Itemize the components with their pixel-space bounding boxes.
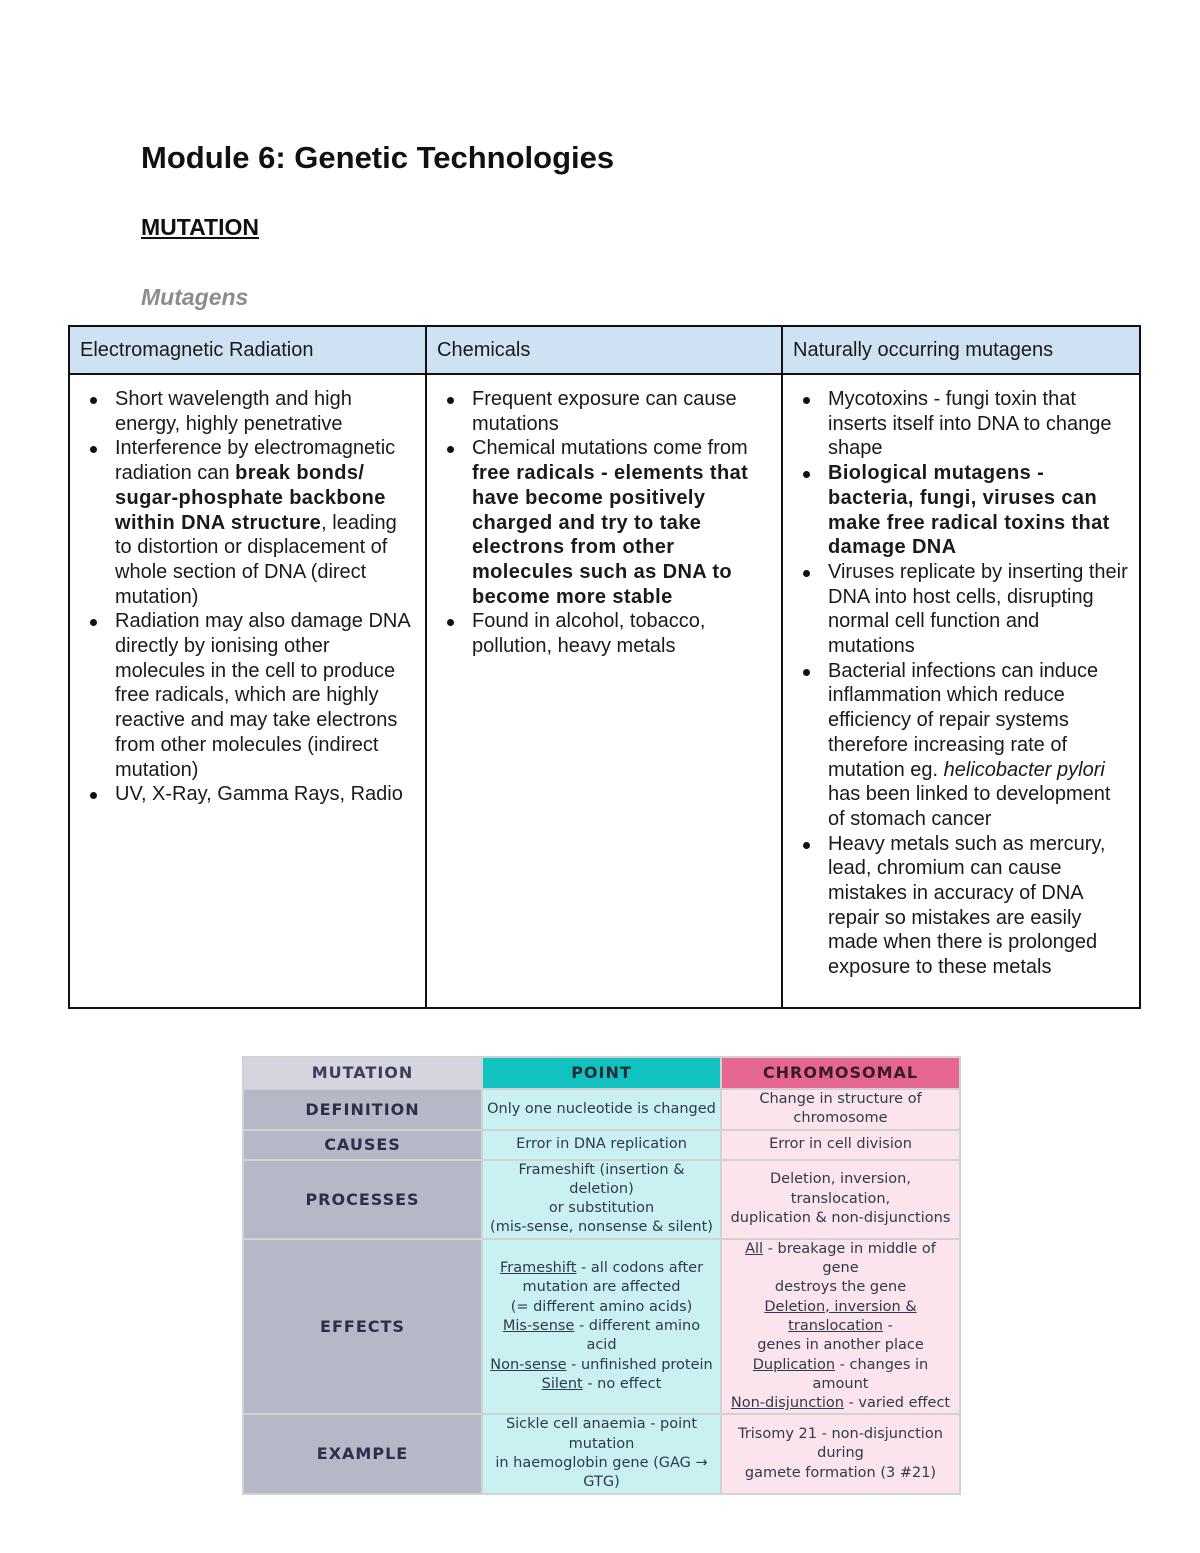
bullet-text: Mycotoxins - fungi toxin that inserts itself into DNA to change shape: [828, 388, 1112, 460]
point-example: [483, 1415, 720, 1492]
effects-line: [726, 1394, 955, 1413]
effects-line: [487, 1317, 716, 1356]
list-item: [795, 560, 1131, 659]
list-item: [439, 436, 773, 609]
effects-term: Mis-sense: [502, 1317, 575, 1334]
point-processes-line: or substitution: [548, 1200, 655, 1217]
effects-term: Duplication: [752, 1356, 836, 1373]
effects-term: Non-disjunction: [730, 1395, 844, 1412]
bullet-text: Interference by electromagnetic radiation can: [115, 437, 396, 485]
example-line: gamete formation (3 #21): [744, 1464, 937, 1481]
subsection-heading: Mutagens: [141, 284, 249, 310]
point-header: POINT: [483, 1058, 720, 1088]
list-item: [82, 436, 417, 609]
corner-header: MUTATION: [244, 1058, 481, 1088]
list-item: [439, 387, 773, 436]
bullet-italic-text: helicobacter pylori: [943, 758, 1105, 781]
effects-line: (= different amino acids): [510, 1298, 693, 1315]
chromosomal-processes: [722, 1161, 959, 1238]
effects-line: destroys the gene: [774, 1279, 907, 1296]
point-processes: [483, 1161, 720, 1238]
effects-line: [726, 1298, 955, 1337]
point-processes-line: (mis-sense, nonsense & silent): [490, 1219, 713, 1236]
chemicals-list: [439, 387, 773, 659]
row-label-processes: PROCESSES: [244, 1161, 481, 1238]
example-row: [244, 1415, 959, 1492]
mutagens-table: [68, 325, 1141, 1009]
effects-line: genes in another place: [757, 1337, 924, 1354]
bullet-text: Bacterial infections can induce inflammation which reduce efficiency of repair systems therefore increasing rate of mutation eg.: [828, 659, 1099, 781]
effects-line: [726, 1240, 955, 1279]
effects-text: - changes in amount: [812, 1356, 929, 1392]
effects-term: Non-sense: [490, 1356, 567, 1373]
effects-text: - breakage in middle of gene: [763, 1240, 936, 1277]
bullet-text: Chemical mutations come from: [472, 437, 748, 460]
column-header-natural: Naturally occurring mutagens: [782, 326, 1140, 374]
example-line: Trisomy 21 - non-disjunction during: [738, 1426, 943, 1462]
point-causes: Error in DNA replication: [483, 1131, 720, 1159]
list-item: [439, 609, 773, 658]
radiation-cell: [69, 374, 426, 1008]
effects-line: [726, 1356, 955, 1395]
mutagens-header-row: [69, 326, 1140, 374]
effects-line: [487, 1259, 716, 1278]
effects-text: -: [882, 1317, 893, 1334]
list-item: [82, 782, 417, 807]
row-label-effects: EFFECTS: [244, 1240, 481, 1414]
row-label-causes: CAUSES: [244, 1131, 481, 1159]
effects-line: mutation are affected: [522, 1279, 681, 1296]
bullet-bold-text: break bonds/ sugar-phosphate backbone within DNA structure: [115, 462, 386, 534]
mutation-comparison-image: [242, 1056, 961, 1495]
effects-line: [487, 1375, 716, 1394]
list-item: [795, 461, 1131, 560]
bullet-text: Viruses replicate by inserting their DNA into host cells, disrupting normal cell function and mutations: [828, 560, 1128, 658]
effects-row: [244, 1240, 959, 1414]
point-effects: [483, 1240, 720, 1414]
chromosomal-definition: Change in structure of chromosome: [722, 1090, 959, 1129]
bullet-text: Found in alcohol, tobacco, pollution, heavy metals: [472, 610, 706, 658]
radiation-list: [82, 387, 417, 807]
effects-term: Silent: [541, 1375, 583, 1392]
bullet-text: Radiation may also damage DNA directly by ionising other molecules in the cell to produce free radicals, which are highly reactive and may take electrons from other molecules (indirect mutation): [115, 610, 410, 781]
point-processes-line: Frameshift (insertion & deletion): [518, 1161, 685, 1197]
processes-row: [244, 1161, 959, 1238]
bullet-text: , leading to distortion or displacement of whole section of DNA (direct mutation): [115, 511, 397, 608]
effects-text: - no effect: [582, 1375, 662, 1392]
list-item: [795, 832, 1131, 980]
effects-text: - unfinished protein: [566, 1356, 713, 1373]
chromosomal-causes: Error in cell division: [722, 1131, 959, 1159]
example-line: in haemoglobin gene (GAG → GTG): [495, 1455, 708, 1491]
column-header-radiation: Electromagnetic Radiation: [69, 326, 426, 374]
chemicals-cell: [426, 374, 782, 1008]
chromosomal-processes-line: Deletion, inversion, translocation,: [770, 1171, 911, 1207]
column-header-chemicals: Chemicals: [426, 326, 782, 374]
bullet-text: Frequent exposure can cause mutations: [472, 388, 737, 435]
row-label-example: EXAMPLE: [244, 1415, 481, 1492]
bullet-text: UV, X-Ray, Gamma Rays, Radio: [115, 783, 403, 806]
row-label-definition: DEFINITION: [244, 1090, 481, 1129]
chromosomal-example: [722, 1415, 959, 1492]
list-item: [82, 387, 417, 436]
bullet-text: Short wavelength and high energy, highly penetrative: [115, 388, 352, 435]
causes-row: [244, 1131, 959, 1159]
chromosomal-header: CHROMOSOMAL: [722, 1058, 959, 1088]
natural-list: [795, 387, 1131, 980]
effects-text: - different amino acid: [574, 1317, 701, 1354]
effects-term: All: [745, 1240, 764, 1257]
mutagens-body-row: [69, 374, 1140, 1008]
natural-cell: [782, 374, 1140, 1008]
example-line: Sickle cell anaemia - point mutation: [505, 1416, 698, 1452]
effects-text: - all codons after: [576, 1260, 704, 1277]
effects-term: Frameshift: [499, 1260, 577, 1277]
bullet-bold-text: free radicals - elements that have become positively charged and try to take electrons from other molecules such as DNA to become more stable: [472, 462, 749, 608]
list-item: [795, 387, 1131, 461]
chromosomal-processes-line: duplication & non-disjunctions: [730, 1209, 951, 1226]
comparison-header-row: [244, 1058, 959, 1088]
effects-text: - varied effect: [843, 1395, 951, 1412]
definition-row: [244, 1090, 959, 1129]
list-item: [795, 659, 1131, 832]
effects-term: Deletion, inversion & translocation: [764, 1298, 917, 1334]
point-definition: Only one nucleotide is changed: [483, 1090, 720, 1129]
bullet-text: Heavy metals such as mercury, lead, chromium can cause mistakes in accuracy of DNA repair so mistakes are easily made when there is prolonged exposure to these metals: [828, 832, 1106, 979]
section-heading: MUTATION: [141, 214, 259, 240]
chromosomal-effects: [722, 1240, 959, 1414]
bullet-text: has been linked to development of stomach cancer: [828, 783, 1111, 830]
list-item: [82, 609, 417, 782]
page-title: Module 6: Genetic Technologies: [141, 140, 615, 175]
effects-line: [487, 1356, 716, 1375]
bullet-bold-text: Biological mutagens - bacteria, fungi, viruses can make free radical toxins that damage DNA: [828, 462, 1110, 559]
